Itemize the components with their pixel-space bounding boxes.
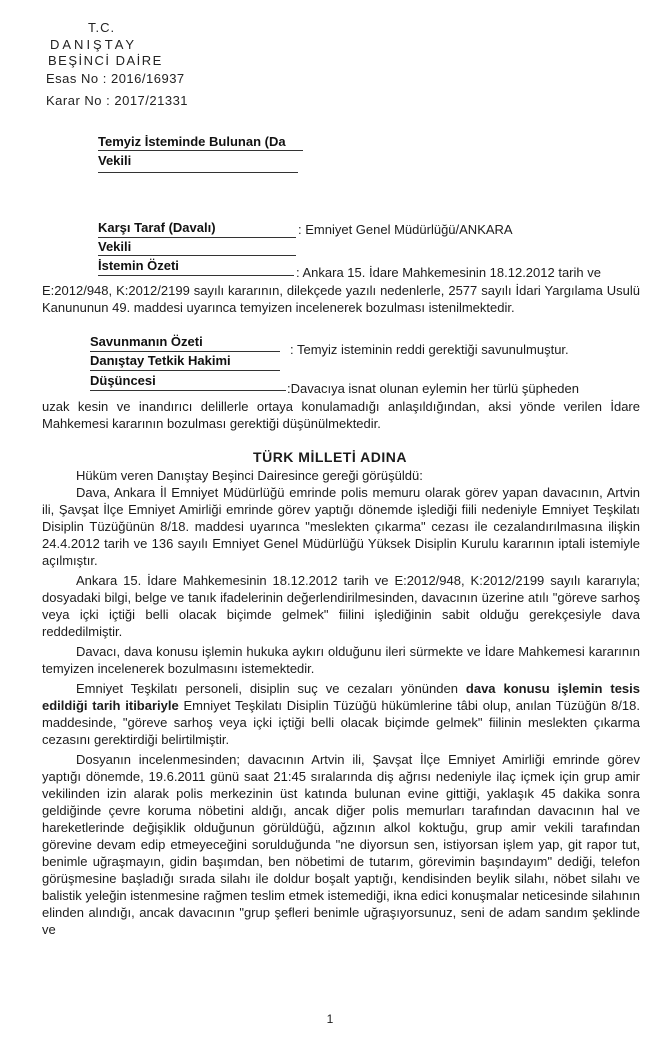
- karar-number: Karar No : 2017/21331: [46, 93, 189, 108]
- summary-label: İstemin Özeti: [98, 258, 179, 273]
- summary-underline: [98, 275, 294, 276]
- body-paragraph-4: Davacı, dava konusu işlemin hukuka aykırı olduğunu ileri sürmekte ve İdare Mahkemesi kararının temyizen incelenerek bozulmasını istemektedir.: [42, 644, 640, 676]
- judge-underline: [90, 370, 280, 371]
- decision-body: [42, 467, 640, 1012]
- court-name: DANIŞTAY: [50, 37, 138, 52]
- summary-first-line: : Ankara 15. İdare Mahkemesinin 18.12.2012 tarih ve: [296, 265, 601, 280]
- opinion-rest: uzak kesin ve inandırıcı delillerle ortaya konulamadığı anlaşıldığından, aksi yönde verilen İdare Mahkemesi kararının bozulması gerektiği düşünülmektedir.: [42, 399, 640, 431]
- summary-text: [42, 282, 640, 316]
- defense-label: Savunmanın Özeti: [90, 334, 203, 349]
- esas-number: Esas No : 2016/16937: [46, 71, 185, 86]
- appellant-underline: [98, 150, 303, 151]
- opinion-text: [42, 398, 640, 432]
- body-paragraph-5: [42, 680, 640, 748]
- tc-heading: T.C.: [88, 20, 116, 35]
- opinion-underline: [90, 390, 286, 391]
- body-paragraph-3: Ankara 15. İdare Mahkemesinin 18.12.2012 tarih ve E:2012/948, K:2012/2199 sayılı kararıyla; dosyadaki bilgi, belge ve tanık ifadelerinin değerlendirilmesinden, davacının üzerine atılı "göreve sarhoş veya içki içtiği belli olacak biçimde gelmek" fiilini işlediğinin sabit olduğu gerekçesiyle dava reddedilmiştir.: [42, 573, 640, 639]
- summary-rest: E:2012/948, K:2012/2199 sayılı kararının, dilekçede yazılı nedenlerle, 2577 sayılı İdari Yargılama Usulü Kanununun 49. maddesi uyarınca temyizen incelenerek bozulması istenilmektedir.: [42, 283, 640, 315]
- respondent-value: : Emniyet Genel Müdürlüğü/ANKARA: [298, 222, 513, 237]
- respondent-counsel-label: Vekili: [98, 239, 132, 254]
- body-paragraph-1: Hüküm veren Danıştay Beşinci Dairesince gereği görüşüldü:: [76, 468, 423, 483]
- judge-label: Danıştay Tetkik Hakimi: [90, 353, 231, 368]
- page-number: 1: [326, 1012, 334, 1026]
- opinion-first-line: :Davacıya isnat olunan eylemin her türlü şüpheden: [287, 381, 579, 396]
- respondent-counsel-underline: [98, 255, 296, 256]
- appellant-counsel-label: Vekili: [98, 153, 132, 168]
- appellant-counsel-underline: [98, 172, 298, 173]
- page-title: TÜRK MİLLETİ ADINA: [253, 449, 407, 465]
- body-paragraph-5-c: Emniyet Teşkilatı Disiplin Tüzüğü hükümlerine tâbi olup, anılan Tüzüğün 8/18. maddesinde, "göreve sarhoş veya içki içtiği belli olacak biçimde gelmek" fiilinin meslekten çıkarma cezasını gerektirdiği belirtilmiştir.: [42, 698, 640, 747]
- body-paragraph-2: Dava, Ankara İl Emniyet Müdürlüğü emrinde polis memuru olarak görev yapan davacının, Artvin ili, Şavşat İlçe Emniyet Amirliği emrinde görev yaptığı dönemde işlediği fiili nedeniyle Emniyet Teşkilatı Disiplin Tüzüğünün 8/18. maddesi uyarınca "meslekten çıkarma" cezası ile cezalandırılmasına ilişkin 24.4.2012 tarih ve 136 sayılı Emniyet Genel Müdürlüğü Yüksek Disiplin Kurulu kararının iptali istemiyle açılmıştır.: [42, 485, 640, 568]
- defense-value: : Temyiz isteminin reddi gerektiği savunulmuştur.: [290, 342, 569, 357]
- chamber-name: BEŞİNCİ DAİRE: [48, 53, 163, 68]
- defense-underline: [90, 351, 280, 352]
- body-paragraph-5-a: Emniyet Teşkilatı personeli, disiplin suç ve cezaları yönünden: [76, 681, 466, 696]
- respondent-underline: [98, 237, 296, 238]
- body-paragraph-6: Dosyanın incelenmesinden; davacının Artvin ili, Şavşat İlçe Emniyet Amirliği emrinde görev yaptığı dönemde, 19.6.2011 günü saat 21:45 sıralarında diş ağrısı nedeniyle ilaç içmek için grup amir vekilinden izin alarak polis merkezinin üst katında bulunan evine gittiği, yaklaşık 45 dakika sonra geldiğinde çevre koruma nöbetini aldığı, ancak diğer polis memurları tarafından davacının hal ve hareketlerinde değişiklik olduğunun görüldüğü, ağzının alkol koktuğu, grup amir vekili tarafından görevine devam edip etmeyeceğini sorulduğunda "ne diyorsun sen, istiyorsan işlem yap, git rapor tut, benimle uğraşmayın, gidin başımdan, ben nöbetimi de tutarım, görevimin başındayım" dediği, telefon görüşmesine başladığı sırada silahı ile doldur boşalt yaptığı, kendisinden beylik silahı, nöbet silahı ve balistik yeleğin istenmesine rağmen teslim etmek istemediği, ikna edici konuşmalar neticesinde silahının elinden alındığı, ancak davacının "grup şefleri benimle uğraşıyorsunuz, seni de adam sandım şeklinde ve: [42, 752, 640, 937]
- appellant-label: Temyiz İsteminde Bulunan (Da: [98, 134, 286, 149]
- opinion-label: Düşüncesi: [90, 373, 156, 388]
- body-paragraph-5-bold: dava konusu işlemin tesis edildiği tarih itibariyle: [42, 681, 640, 713]
- respondent-label: Karşı Taraf (Davalı): [98, 220, 216, 235]
